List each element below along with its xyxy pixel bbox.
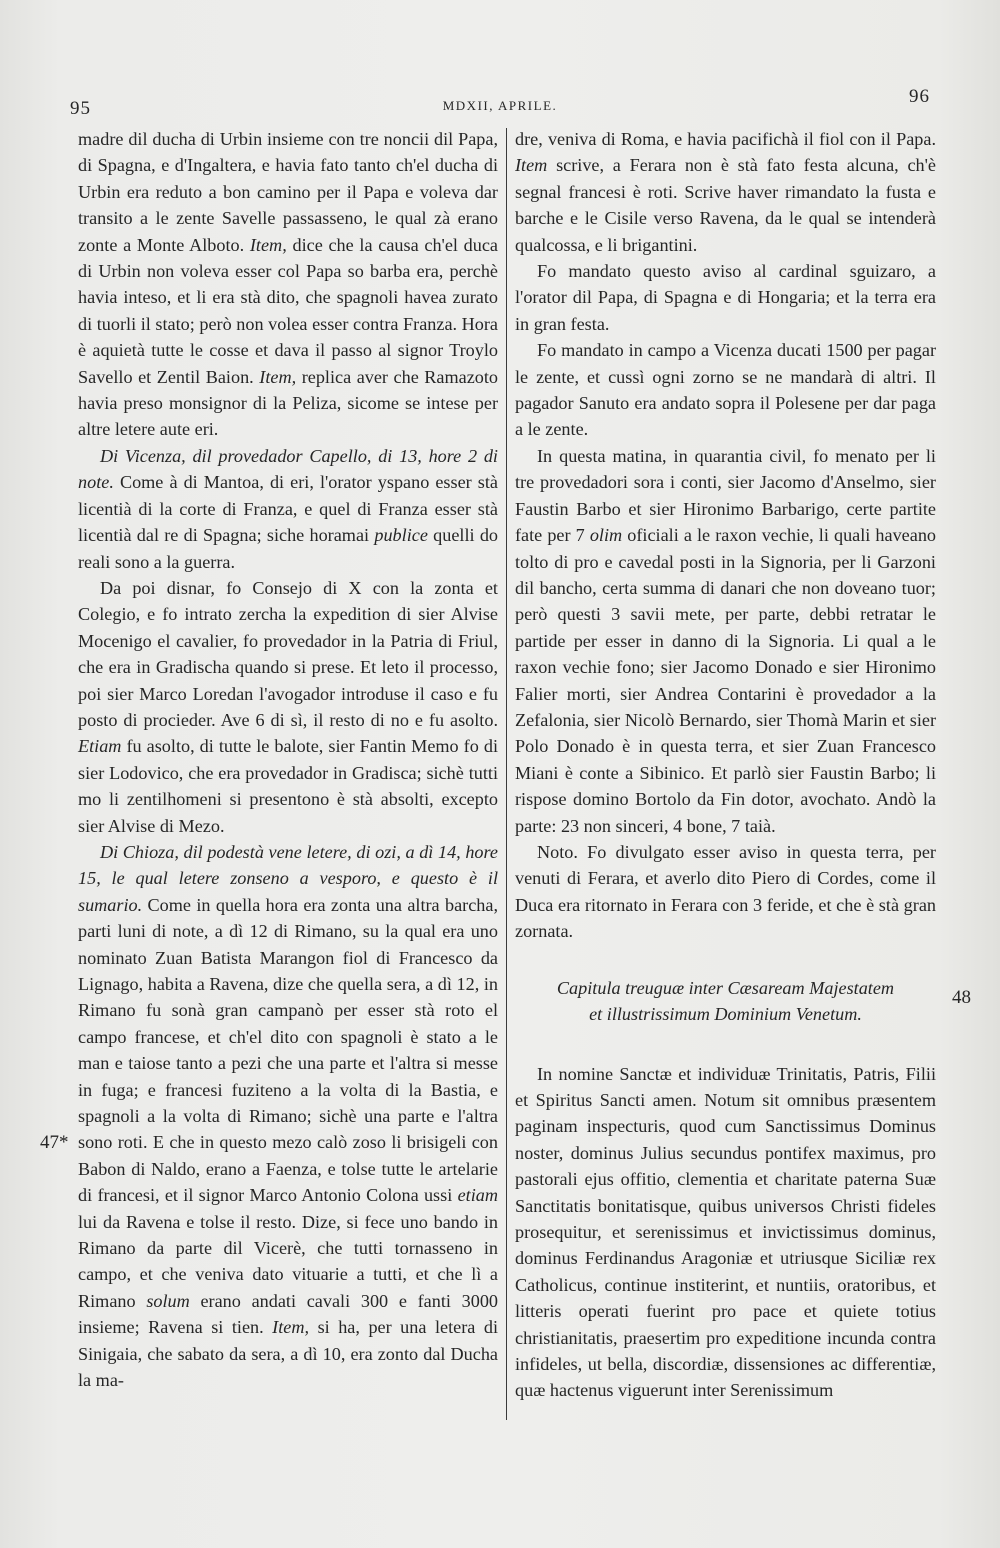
letter-heading: Di Chioza, dil podestà vene letere, di ozi, a dì 14, hore 15, le qual letere zonseno a vesporo, e questo è il sumario. bbox=[78, 841, 498, 915]
paragraph: Di Chioza, dil podestà vene letere, di ozi, a dì 14, hore 15, le qual letere zonseno a vesporo, e questo è il sumario. Come in quella hora era zonta una altra barcha, parti luni di note, a dì 12 di Rimano, su la qual era uno nominato Zuan Batista Marangon fiol di Francesco da Lignago, habita a Ravena, dize che quella sera, a dì 12, in Rimano fu sonà gran campanò per esser stà roto el campo francese, et ch'el dito con spagnoli è stato a le man e taiose tanto a pezi che una parte et l'altra si messe in fuga; e francesi fuziteno a la volta di la Bastia, e spagnoli a la volta di Rimano; sichè una parte e l'altra sono roti. E che in questo mezo calò zoso li brisigeli con Babon di Naldo, erano a Faenza, e tolse tutte le artelarie di francesi, et il signor Marco Antonio Colona ussi etiam lui da Ravena e tolse il resto. Dize, si fece uno bando in Rimano da parte dil Vicerè, che tutti tornasseno in campo, et che veniva dato vituarie a tutti, et che lì a Rimano solum erano andati cavali 300 e fanti 3000 insieme; Ravena si tien. Item, si ha, per una letera di Sinigaia, che sabato da sera, a dì 10, era zonto dal Ducha la ma- bbox=[78, 841, 499, 1391]
margin-note-left: 47* bbox=[40, 1132, 69, 1153]
running-title: MDXII, APRILE. bbox=[442, 98, 558, 113]
paragraph: In questa matina, in quarantia civil, fo menato per li tre provedadori sora i conti, sier Jacomo d'Anselmo, sier Faustin Barbo et sier Hironimo Barbarigo, certe partite fate per 7 olim oficiali a le raxon vechie, li quali haveano tolto di pro e cavedal posti in la Signoria, per li Garzoni dil bancho, certa summa di danari che non doveano tuor; però questi 3 savii mete, per parte, debbi retratar le partide per esser in danno di la Signoria. Li qual a le raxon vechie fono; sier Jacomo Donado e sier Hironimo Falier morti, sier Andrea Contarini è provedador a la Zefalonia, sier Nicolò Bernardo, sier Thomà Marin et sier Polo Donado è in questa terra, et sier Zuan Francesco Miani è conte a Sibinico. Et parlò sier Faustin Barbo; li rispose domino Bortolo da Fin dotor, avochato. Andò la parte: 23 non sinceri, 4 bone, 7 taià. bbox=[515, 445, 937, 836]
paragraph: Fo mandato questo aviso al cardinal sguizaro, a l'orator dil Papa, di Spagna e di Hongaria; et la terra era in gran festa. bbox=[515, 261, 936, 334]
left-column bbox=[78, 126, 498, 1394]
column-divider bbox=[506, 128, 507, 1420]
page-number-right: 96 bbox=[909, 86, 930, 107]
paragraph: Di Vicenza, dil provedador Capello, di 13, hore 2 di note. Come à di Mantoa, di eri, l'orator yspano esser stà licentià di la corte di Franza, e quel di Franza esser stà licentià dal re di Spagna; siche horamai publice quelli do reali sono a la guerra. bbox=[78, 445, 499, 572]
paragraph: In nomine Sanctæ et individuæ Trinitatis, Patris, Filii et Spiritus Sancti amen. Notum sit omnibus præsentem paginam inspecturis, quod cum Sanctissimus Dominus noster, dominus Julius secundus pontifex maximus, pro pastorali ejus offitio, clementia et charitate paterna Suæ Sanctitatis bonitatisque, quibus universos Christi fideles prosequitur, et serenissimus et invictissimus dominus, dominus Ferdinandus Aragoniæ et utriusque Siciliæ rex Catholicus, continue institerint, et nuntiis, oratoribus, et litteris operati fuerint pro pace et quiete totius christianitatis, praesertim pro expeditione incunda contra infideles, ut bella, discordiæ, dissensiones ac differentiæ, quæ hactenus viguerunt inter Serenissimum bbox=[515, 1063, 936, 1401]
paragraph: Noto. Fo divulgato esser aviso in questa terra, per venuti di Ferara, et averlo dito Piero di Cordes, come il Duca era ritornato in Ferara con 3 feride, et che è stà gran zornata. bbox=[515, 841, 936, 942]
page-header bbox=[0, 86, 1000, 122]
paragraph: Fo mandato in campo a Vicenza ducati 1500 per pagar le zente, et cussì ogni zorno se ne mandarà di altri. Il pagador Sanuto era andato sopra il Polesene per dar paga a le zente. bbox=[515, 340, 936, 440]
section-title: Capitula treuguæ inter Cæsaream Majestatem et illustrissimum Dominium Venetum. bbox=[556, 977, 895, 1024]
paragraph: dre, veniva di Roma, e havia pacifichà il fiol con il Papa. Item scrive, a Ferara non è stà fato festa alcuna, ch'è segnal francesi è roti. Scrive haver rimandato la fusta e barche e le Cisile verso Ravena, da le qual se intenderà qualcossa, e li brigantini. bbox=[515, 129, 936, 255]
paragraph: Da poi disnar, fo Consejo di X con la zonta et Colegio, e fo intrato zercha la expedition di sier Alvise Mocenigo el cavalier, fo provedador in la Patria di Friul, che era in Gradischa quando si prese. Et leto il processo, poi sier Marco Loredan l'avogador introduse il caso e fu posto di procieder. Ave 6 di sì, il resto di no e fu asolto. Etiam fu asolto, di tutte le balote, sier Fantin Memo fo di sier Lodovico, che era provedador in Gradisca; sichè tutti mo li zentilhomeni si presentono è stà absolti, excepto sier Alvise di Mezo. bbox=[78, 577, 499, 836]
paragraph: madre dil ducha di Urbin insieme con tre noncii dil Papa, di Spagna, e d'Ingaltera, e havia fato tanto ch'el ducha di Urbin era reduto a bon camino per il Papa e voleva dar transito a le zente Savelle passasseno, le qual zà erano zonte a Monte Alboto. Item, dice che la causa ch'el duca di Urbin non voleva esser col Papa so barba era, perchè havia inteso, et li era stà dito, che spagnoli havea zurato di tuorli il stato; però non volea esser contra Franza. Hora è aquietà tutte le cosse et dava il passo al signor Troylo Savello et Zentil Baion. Item, replica aver che Ramazoto havia preso monsignor di la Peliza, sicome se intese per altre letere aute eri. bbox=[78, 129, 499, 440]
right-column bbox=[515, 126, 936, 1404]
page-number-left: 95 bbox=[70, 98, 91, 119]
letter-heading: Di Vicenza, dil provedador Capello, di 13, hore 2 di note. bbox=[78, 445, 498, 493]
margin-note-right: 48 bbox=[952, 987, 971, 1008]
